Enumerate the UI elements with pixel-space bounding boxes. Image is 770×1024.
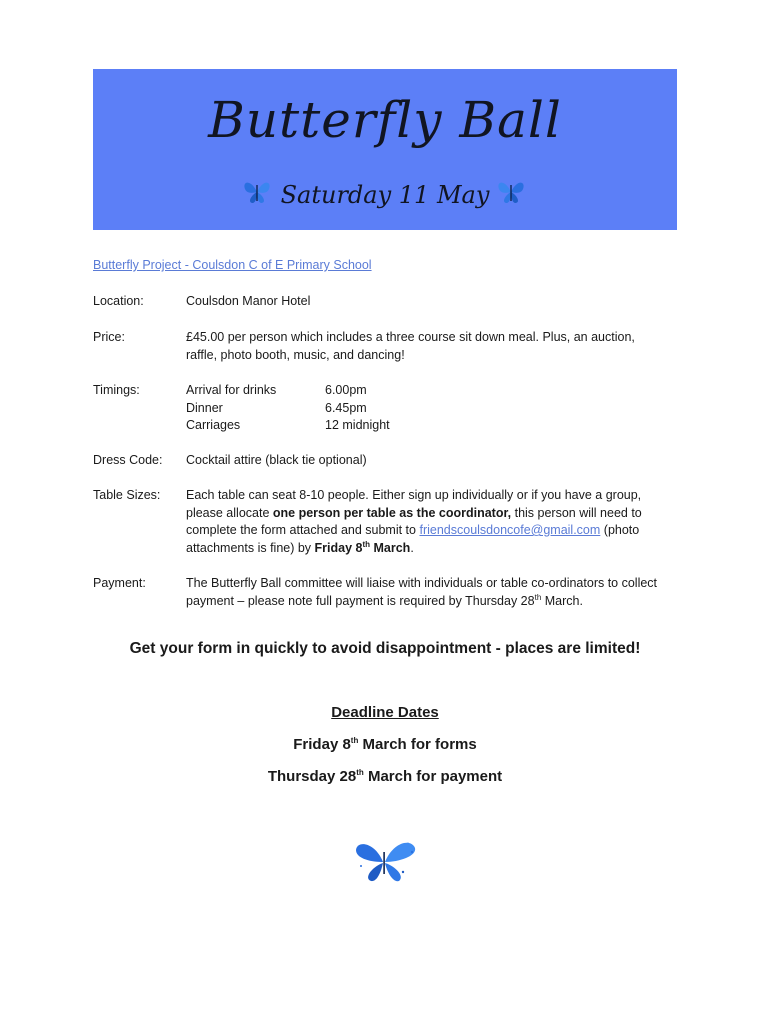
timings-label: Timings: — [93, 383, 140, 397]
table-sizes-text: Each table can seat 8-10 people. Either sign up individually or if you have a group, please allocate — [186, 488, 642, 520]
timing-item — [186, 417, 666, 435]
payment-deadline: Thursday 28th March for payment — [267, 768, 503, 785]
timing-item — [186, 400, 666, 418]
timing-time: 6.00pm — [325, 383, 367, 397]
payment-value: The Butterfly Ball committee will liaise with individuals or table co-ordinators to collect payment – please note full payment is required by Thursday 28th March. — [186, 576, 658, 608]
table-sizes-text: this person will need to complete the form attached and submit to — [186, 505, 642, 537]
email-link[interactable]: friendscoulsdoncofe@gmail.com — [419, 523, 601, 537]
banner-title: Butterfly Ball — [208, 91, 562, 149]
table-sizes-label: Table Sizes: — [93, 488, 161, 502]
event-banner — [93, 69, 677, 230]
table-sizes-coordinator: one person per table as the coordinator, — [272, 505, 512, 520]
forms-deadline: Friday 8th March for forms — [293, 736, 477, 753]
table-sizes-text: (photo attachments is fine) by — [186, 523, 640, 555]
butterfly-icon — [495, 177, 527, 207]
call-to-action: Get your form in quickly to avoid disappointment - places are limited! — [129, 640, 641, 657]
timing-time: 12 midnight — [325, 418, 390, 432]
dress-code-value: Cocktail attire (black tie optional) — [186, 453, 367, 467]
timing-item — [186, 382, 666, 400]
deadlines-heading: Deadline Dates — [331, 704, 439, 721]
butterfly-icon — [353, 836, 419, 884]
timing-event: Arrival for drinks — [186, 383, 277, 397]
price-value: £45.00 per person which includes a three course sit down meal. Plus, an auction, raffle, photo booth, music, and dancing! — [186, 330, 635, 362]
payment-label: Payment: — [93, 576, 146, 590]
table-sizes-value — [186, 487, 666, 557]
table-sizes-text: . — [410, 540, 414, 555]
location-value: Coulsdon Manor Hotel — [186, 294, 311, 308]
form-deadline: Friday 8th March — [314, 539, 411, 555]
price-label: Price: — [93, 330, 125, 344]
timing-time: 6.45pm — [325, 400, 367, 415]
project-link[interactable]: Butterfly Project - Coulsdon C of E Primary School — [93, 258, 372, 272]
timings-list — [186, 382, 666, 435]
timing-event: Carriages — [186, 418, 241, 432]
banner-subtitle: Saturday 11 May — [280, 181, 490, 209]
dress-code-label: Dress Code: — [93, 453, 163, 467]
timing-event: Dinner — [186, 400, 223, 415]
location-label: Location: — [93, 294, 144, 308]
